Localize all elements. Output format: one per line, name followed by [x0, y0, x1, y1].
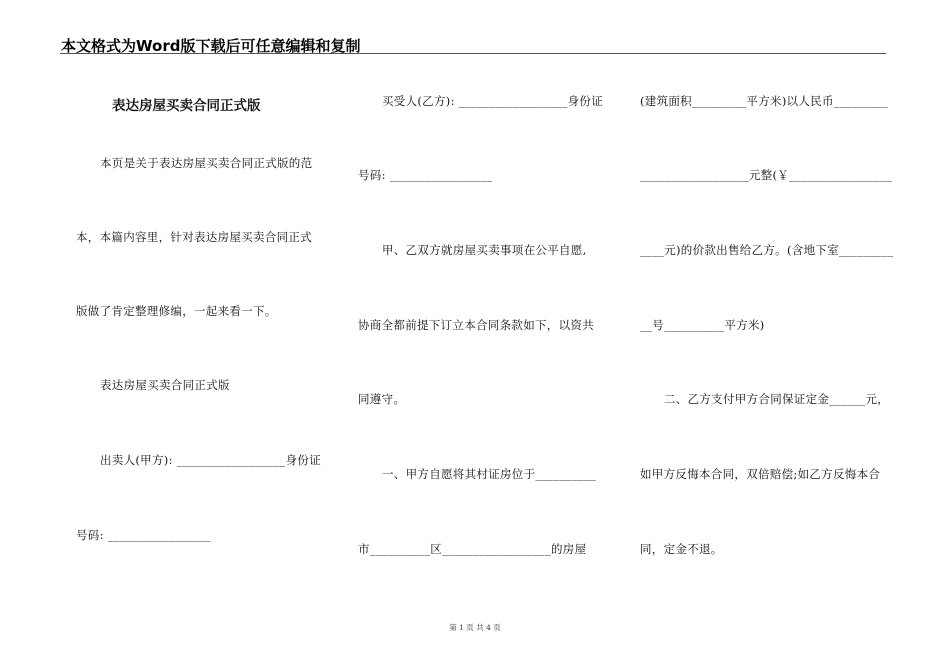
col2-line-5: 同遵守。 — [358, 392, 406, 406]
col2-line-7: 市__________区__________________的房屋 — [358, 542, 587, 556]
col3-line-4: __号__________平方米) — [640, 318, 765, 332]
col2-line-6: 一、甲方自愿将其村证房位于__________ — [382, 467, 596, 481]
col1-line-6: 号码: _________________ — [76, 528, 211, 542]
col2-line-1: 买受人(乙方): __________________身份证 — [382, 94, 604, 108]
page-number: 第 1 页 共 4 页 — [449, 623, 501, 632]
col3-line-5: 二、乙方支付甲方合同保证定金______元， — [664, 392, 890, 406]
document-header: 本文格式为Word版下载后可任意编辑和复制 — [61, 37, 361, 55]
col1-line-5: 出卖人(甲方): __________________身份证 — [100, 453, 322, 467]
col3-line-1: (建筑面积_________平方米)以人民币_________ — [640, 94, 889, 108]
col3-line-2: __________________元整(￥_________________ — [640, 168, 892, 182]
header-divider — [60, 53, 886, 54]
document-title: 表达房屋买卖合同正式版 — [112, 98, 261, 114]
col3-line-6: 如甲方反悔本合同，双倍赔偿;如乙方反悔本合 — [640, 467, 881, 481]
col1-line-2: 本，本篇内容里，针对表达房屋买卖合同正式 — [76, 230, 312, 244]
col2-line-2: 号码: _________________ — [358, 168, 493, 182]
col3-line-7: 同，定金不退。 — [640, 542, 723, 556]
col1-line-1: 本页是关于表达房屋买卖合同正式版的范 — [100, 156, 313, 170]
col1-line-3: 版做了肯定整理修编，一起来看一下。 — [76, 304, 277, 318]
col1-line-4: 表达房屋买卖合同正式版 — [100, 378, 230, 392]
col2-line-3: 甲、乙双方就房屋买卖事项在公平自愿, — [382, 243, 587, 257]
col2-line-4: 协商全都前提下订立本合同条款如下，以资共 — [358, 318, 594, 332]
col3-line-3: ____元)的价款出售给乙方。(含地下室_________ — [640, 243, 894, 257]
